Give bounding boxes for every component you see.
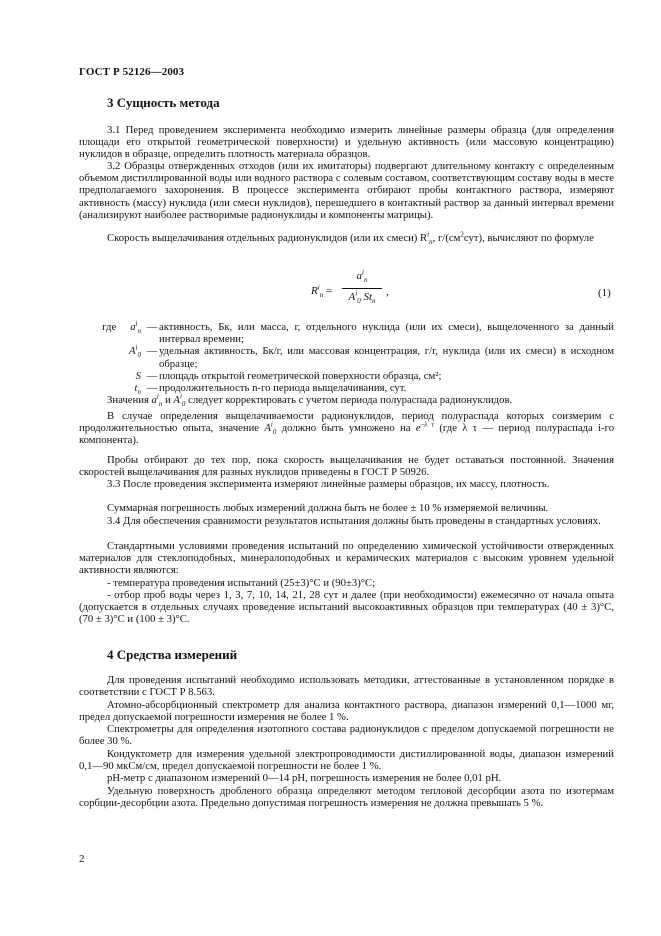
rate-unit: , г/(см <box>432 232 461 244</box>
section-4-heading: 4 Средства измерений <box>107 647 238 662</box>
section-3-heading: 3 Сущность метода <box>107 95 220 110</box>
paragraph-3-2: 3.2 Образцы отвержденных отходов (или их имитаторы) подвергают длительному контакту с определенным объемом дистиллированной воды или водного раствора с солевым составом, соответствующим составу воды в месте предполагаемого захоронения. В процессе эксперимента отбирают пробы контактного раствора, измеряют активность (массу) нуклида (или смеси нуклидов), перешедшего в контактный раствор за данный интервал времени (анализируют наиболее растворимые радионуклиды и компоненты матрицы). <box>79 160 614 221</box>
paragraph-rate: Скорость выщелачивания отдельных радионуклидов (или их смеси) $R^i_n$, $г/(см^2сут)$, вычисляют по формуле <box>107 230 594 247</box>
paragraph-sampling: - отбор проб воды через 1, 3, 7, 10, 14, 21, 28 сут и далее (при необходимости) ежемесячно от начала опыта (допускается в отдельных случаях проведение испытаний высокоактивных образцов при температурах (40 ± 3)°С, (70 ± 3)°С и (100 ± 3)°С. <box>79 589 614 626</box>
paragraph-4-2: Атомно-абсорбционный спектрометр для анализа контактного раствора, диапазон измерений 0,1—1000 мг, предел допускаемой погрешности измерения не более 1 %. <box>79 699 614 724</box>
definition-a: где $a^i_n$ — активность, Бк, или масса, г, отдельного нуклида (или их смеси), выщелоченного за данный интервал времени; <box>102 319 614 346</box>
definitions-list <box>79 319 614 397</box>
formula-lhs: $R^i_n$ = <box>311 283 333 300</box>
definition-S: S — площадь открытой геометрической поверхности образца, см²; <box>135 369 442 382</box>
paragraph-error: Суммарная погрешность любых измерений должна быть не более ± 10 % измеряемой величины. <box>107 502 549 514</box>
document-header: ГОСТ Р 52126—2003 <box>79 66 185 78</box>
paragraph-standard: Стандартными условиями проведения испытаний по определению химической устойчивости отвержденных материалов для стеклоподобных, минералоподобных и керамических материалов с высоким уровнем удельной активности являются: <box>79 540 614 577</box>
paragraph-3-4: 3.4 Для обеспечения сравнимости результатов испытания должны быть проведены в стандартных условиях. <box>107 515 601 527</box>
rate-text: Скорость выщелачивания отдельных радионуклидов (или их смеси) R <box>107 232 428 244</box>
formula-denominator: $A^i_0$ $St_n$ <box>348 289 376 306</box>
paragraph-samples: Пробы отбирают до тех пор, пока скорость выщелачивания не будет оставаться постоянной. Значения скоростей выщелачивания для разных нуклидов приведены в ГОСТ Р 50926. <box>79 454 614 479</box>
paragraph-4-5: pH-метр с диапазоном измерений 0—14 pH, погрешность измерения не более 0,01 pH. <box>107 772 502 784</box>
paragraph-correction: Значения $a^i_n$ и $A^i_0$ следует корректировать с учетом периода полураспада радионуклидов. <box>107 392 513 409</box>
equation-number: (1) <box>598 287 611 299</box>
paragraph-4-6: Удельную поверхность дробленого образца определяют методом тепловой десорбции азота по изотермам сорбции-десорбции азота. Предельно допустимая погрешность измерения не должна превышать 5 %. <box>79 785 614 810</box>
definition-A: $A^i_0$ — удельная активность, Бк/г, или массовая концентрация, г/г, нуклида (или их смеси) в исходном образце; <box>129 343 614 370</box>
page-number: 2 <box>79 853 85 865</box>
definition-t: $t_n$ — продолжительность n-го периода выщелачивания, сут. <box>134 382 407 397</box>
rate-unit-2: сут), вычисляют по формуле <box>463 232 594 244</box>
paragraph-3-1: 3.1 Перед проведением эксперимента необходимо измерить линейные размеры образца (для определения площади его открытой геометрической поверхности) и удельную активность (или массовую концентрацию) нуклидов в образце, определить плотность материала образцов. <box>79 124 614 161</box>
paragraph-4-4: Кондуктометр для измерения удельной электропроводимости дистиллированной воды, диапазон измерений 0,1—90 мкСм/см, предел допускаемой погрешности не более 1 %. <box>79 748 614 773</box>
fraction-line <box>342 288 382 289</box>
formula-comma: , <box>386 286 389 298</box>
formula-numerator: $a^i_n$ <box>356 268 368 285</box>
paragraph-3-3: 3.3 После проведения эксперимента измеряют линейные размеры образцов, их массу, плотность. <box>107 478 550 490</box>
paragraph-4-1: Для проведения испытаний необходимо использовать методики, аттестованные в установленном порядке в соответствии с ГОСТ Р 8.563. <box>79 674 614 699</box>
paragraph-halflife: В случае определения выщелачиваемости радионуклидов, период полураспада которых соизмерим с продолжительностью опыта, значение $A^i_0$ должно быть умножено на $e^{-\lambda \tau}$ (где λ τ — период полураспада i-го компонента). <box>79 410 615 447</box>
paragraph-4-3: Спектрометры для определения изотопного состава радионуклидов с пределом допускаемой погрешности не более 30 %. <box>79 723 614 748</box>
paragraph-temperature: - температура проведения испытаний (25±3)°С и (90±3)°С; <box>107 577 376 589</box>
